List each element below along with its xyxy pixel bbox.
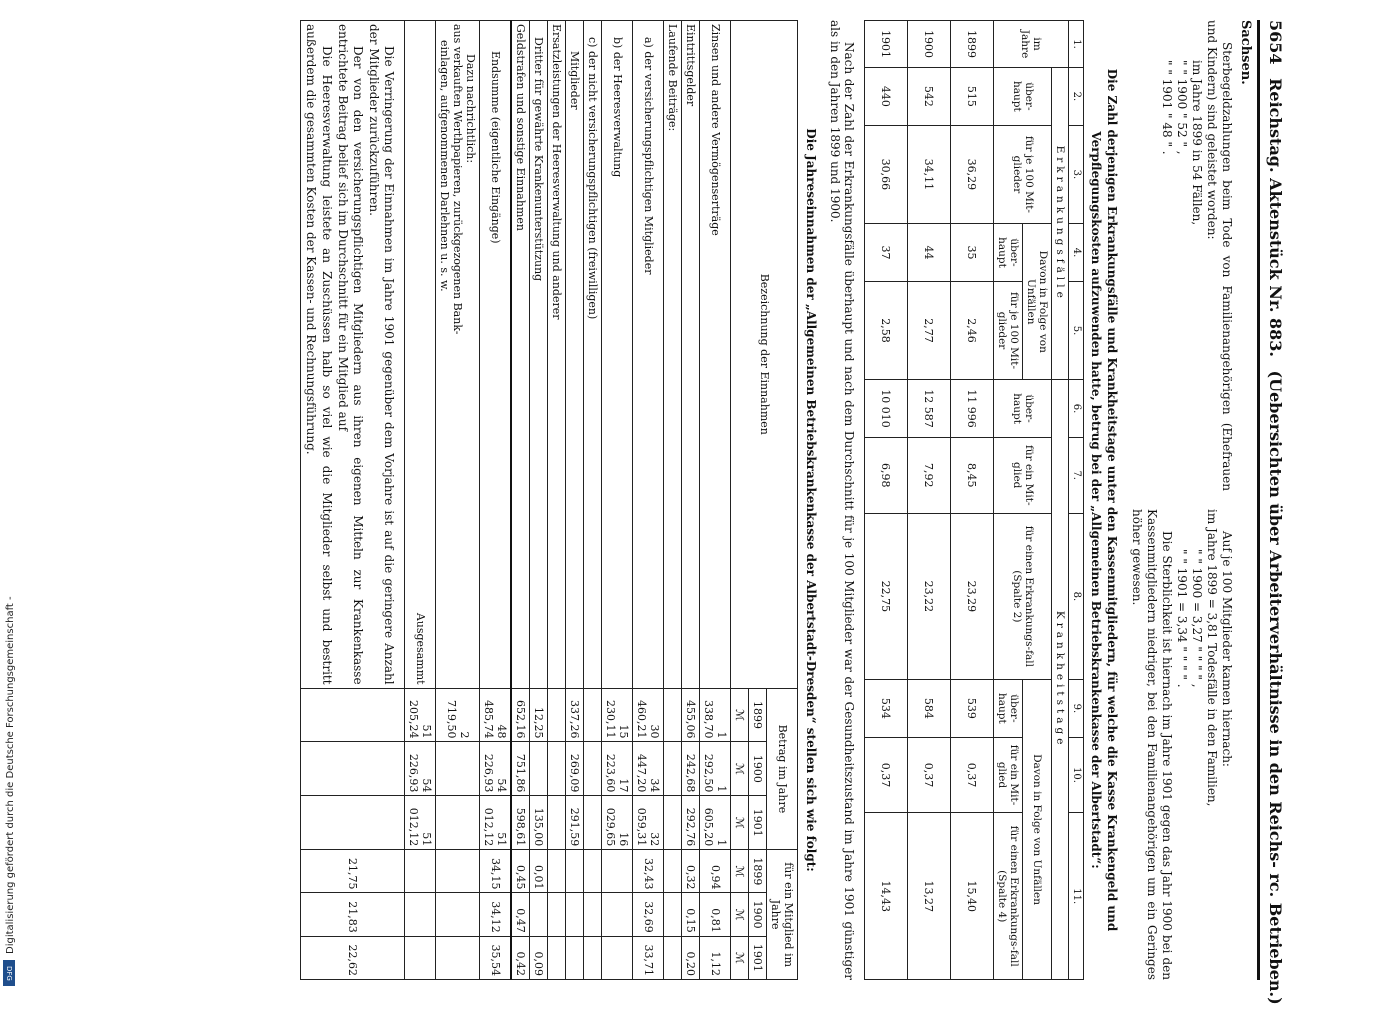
- header-rule: [1257, 20, 1260, 980]
- dfg-logo: DFG: [3, 960, 15, 986]
- contribution-value: 22,62: [300, 936, 405, 979]
- value-cell: 534: [865, 680, 908, 738]
- value-cell: 12 587: [908, 380, 951, 438]
- income-table: [300, 20, 799, 980]
- health-summary: Nach der Zahl der Erkrankungsfälle überhaupt und nach dem Durchschnitt für je 100 Mitglieder war der Gesundheitszustand im Jahre 1901 günstiger als in den Jahren 1899 und 1900.: [828, 20, 856, 980]
- value-cell: 34,11: [908, 125, 951, 224]
- value-cell: 0,37: [865, 737, 908, 813]
- header-fuer-fall2: für einen Erkrankungs-fall (Spalte 2): [994, 513, 1052, 680]
- group-erkrankungsfaelle: Erkrankungsfälle: [1052, 68, 1069, 380]
- unit-header: ℳ: [731, 936, 749, 979]
- header-fuer-fall4: für einen Erkrankungs-fall (Spalte 4): [994, 813, 1023, 980]
- footer-text: [300, 21, 405, 689]
- col-number: 3.: [1069, 125, 1084, 224]
- income-label: c) der nicht versicherungspflichtigen (freiwilligen): [584, 21, 602, 689]
- sum-value: 48 485,74: [480, 688, 512, 742]
- dazu-value: [436, 936, 480, 979]
- income-label: b) der Heeresverwaltung: [602, 21, 633, 689]
- right-year-line: im Jahre 1899 = 3,81 Todesfälle in den Familien,: [1205, 509, 1219, 807]
- value-cell: 652,16: [511, 688, 530, 742]
- value-cell: [566, 893, 584, 936]
- sum-value: 34,12: [480, 893, 512, 936]
- value-cell: [664, 796, 682, 850]
- value-cell: 269,09: [566, 742, 584, 796]
- value-cell: [530, 742, 548, 796]
- value-cell: 1 338,70: [700, 688, 731, 742]
- table-row: [584, 21, 602, 980]
- header-ueberhaupt: über-haupt: [994, 68, 1052, 126]
- income-label: Dritter für gewährte Krankenunterstützung: [530, 21, 548, 689]
- value-cell: 37: [865, 224, 908, 282]
- sickness-table: [864, 20, 1084, 980]
- year-header: 1899: [749, 850, 767, 893]
- value-cell: [584, 796, 602, 850]
- value-cell: 0,81: [700, 893, 731, 936]
- col-number: 4.: [1069, 224, 1084, 282]
- group-betrag: Betrag im Jahre: [767, 688, 798, 850]
- dazu-value: [436, 850, 480, 893]
- header-ueberhaupt: über-haupt: [994, 380, 1052, 438]
- total-value: [405, 893, 436, 936]
- value-cell: [566, 936, 584, 979]
- value-cell: 584: [908, 680, 951, 738]
- value-cell: 539: [951, 680, 994, 738]
- sum-value: 54 226,93: [480, 742, 512, 796]
- contribution-value: 21,75: [300, 850, 405, 893]
- value-cell: [548, 742, 566, 796]
- total-value: 54 226,93: [405, 742, 436, 796]
- left-intro: Sterbegeldzahlungen beim Tode von Familienangehörigen (Ehefrauen und Kindern) sind geleistet worden:: [1205, 20, 1234, 491]
- value-cell: 292,76: [682, 796, 700, 850]
- value-cell: 7,92: [908, 437, 951, 513]
- dazu-label: [436, 21, 480, 689]
- income-label: Laufende Beiträge:: [664, 21, 682, 689]
- intro-columns: [1129, 20, 1234, 980]
- value-cell: 455,06: [682, 688, 700, 742]
- col-number: 2.: [1069, 68, 1084, 126]
- year-header: im Jahre: [994, 21, 1069, 68]
- value-cell: [664, 893, 682, 936]
- value-cell: [548, 850, 566, 893]
- value-cell: 13,27: [908, 813, 951, 980]
- dazu-text: einlagen, aufgenommenen Darlehnen u. s. w.: [438, 40, 452, 292]
- value-cell: 15,40: [951, 813, 994, 980]
- value-cell: 0,42: [511, 936, 530, 979]
- total-value: [405, 936, 436, 979]
- value-cell: 0,45: [511, 850, 530, 893]
- value-cell: 32,43: [633, 850, 664, 893]
- value-cell: [664, 688, 682, 742]
- value-cell: 751,86: [511, 742, 530, 796]
- table1-heading: Die Zahl derjenigen Erkrankungsfälle und Krankheitstage unter den Kassenmitgliedern, für welche die Kasse Krankengeld und Verpflegungskosten aufzuwenden hatte, betrug bei der „Allgemeinen Betriebskrankenkasse der Albertstadt“:: [1089, 68, 1119, 932]
- header-fuer-mitglied: für ein Mit-glied: [994, 437, 1052, 513]
- right-column: [1129, 509, 1234, 980]
- value-cell: [584, 850, 602, 893]
- year-cell: 1901: [865, 21, 908, 68]
- page-number: 5654: [1266, 20, 1285, 65]
- group-krankheitstage: Krankheitstage: [1052, 380, 1069, 980]
- value-cell: 17 223,60: [602, 742, 633, 796]
- value-cell: 32,69: [633, 893, 664, 936]
- value-cell: [602, 850, 633, 893]
- col-number: 5.: [1069, 281, 1084, 380]
- year-header: 1900: [749, 742, 767, 796]
- table-row: [511, 21, 530, 980]
- table-row: [602, 21, 633, 980]
- total-value: [405, 850, 436, 893]
- income-label: Geldstrafen und sonstige Einnahmen: [511, 21, 530, 689]
- dazu-title: Dazu nachrichtlich:: [464, 54, 478, 164]
- value-cell: 30,66: [865, 125, 908, 224]
- dazu-value: [436, 796, 480, 850]
- group-per-member: für ein Mitglied im Jahre: [767, 850, 798, 980]
- value-cell: 23,22: [908, 513, 951, 680]
- value-cell: 11 996: [951, 380, 994, 438]
- value-cell: [548, 796, 566, 850]
- header-je100: für je 100 Mit-glieder: [994, 125, 1052, 224]
- income-label: Mitglieder: [566, 21, 584, 689]
- value-cell: 6,98: [865, 437, 908, 513]
- page-subtitle: (Uebersichten über Arbeiterverhältnisse in den Reichs- rc. Betrieben.): [1266, 370, 1285, 1005]
- col-number: 8.: [1069, 513, 1084, 680]
- value-cell: 33,71: [633, 936, 664, 979]
- income-label: a) der versicherungspflichtigen Mitglieder: [633, 21, 664, 689]
- total-value: 51 205,24: [405, 688, 436, 742]
- year-cell: 1899: [951, 21, 994, 68]
- column-number-row: [1069, 21, 1084, 980]
- value-cell: [664, 936, 682, 979]
- dazu-value: [436, 742, 480, 796]
- value-cell: [584, 936, 602, 979]
- header-ueberhaupt: über-haupt: [994, 680, 1023, 738]
- sum-row: [480, 21, 512, 980]
- value-cell: 34 447,20: [633, 742, 664, 796]
- sum-label: Endsumme (eigentliche Eingänge): [480, 21, 512, 689]
- value-cell: 0,01: [530, 850, 548, 893]
- value-cell: 0,37: [951, 737, 994, 813]
- value-cell: 0,94: [700, 850, 731, 893]
- table-row: [951, 21, 994, 980]
- unit-header: ℳ: [731, 850, 749, 893]
- table-row: [530, 21, 548, 980]
- value-cell: 440: [865, 68, 908, 126]
- year-header: 1901: [749, 796, 767, 850]
- col-number: 9.: [1069, 680, 1084, 738]
- footer-paragraph: Die Heeresverwaltung leistete an Zuschüssen halb so viel wie die Mitglieder selbst und bestritt außerdem die gesammten Kosten der Kassen- und Rechnungsführung.: [304, 24, 335, 685]
- right-intro: Auf je 100 Mitglieder kamen hiernach:: [1220, 531, 1234, 767]
- value-cell: 8,45: [951, 437, 994, 513]
- left-column: [1129, 20, 1234, 491]
- value-cell: 14,43: [865, 813, 908, 980]
- col-number: 7.: [1069, 437, 1084, 513]
- value-cell: [566, 850, 584, 893]
- sum-value: 35,54: [480, 936, 512, 979]
- income-label: Zinsen und andere Vermögenserträge: [700, 21, 731, 689]
- table-row: [700, 21, 731, 980]
- table-row: [664, 21, 682, 980]
- income-label-header: Bezeichnung der Einnahmen: [731, 21, 798, 689]
- value-cell: [602, 893, 633, 936]
- value-cell: 1,12: [700, 936, 731, 979]
- year-cell: 1900: [908, 21, 951, 68]
- left-year-line: " " 1900 " 52 " ,: [1175, 60, 1189, 155]
- income-label: Eintrittsgelder: [682, 21, 700, 689]
- right-paragraph: Die Sterblichkeit ist hiernach im Jahre 1901 gegen das Jahr 1900 bei den Kassenmitgliedern niedriger, bei den Familienangehörigen um ein Geringes höher gewesen.: [1130, 509, 1174, 980]
- value-cell: 44: [908, 224, 951, 282]
- value-cell: [664, 850, 682, 893]
- value-cell: 0,47: [511, 893, 530, 936]
- unit-header: ℳ: [731, 796, 749, 850]
- table-row: [865, 21, 908, 980]
- value-cell: 0,32: [682, 850, 700, 893]
- value-cell: 135,00: [530, 796, 548, 850]
- value-cell: 22,75: [865, 513, 908, 680]
- total-value: 51 012,12: [405, 796, 436, 850]
- right-year-line: " " 1900 = 3,27 " " " " ,: [1190, 549, 1204, 688]
- value-cell: 35: [951, 224, 994, 282]
- value-cell: 242,68: [682, 742, 700, 796]
- table-row: [566, 21, 584, 980]
- right-year-line: " " 1901 = 3,34 " " " " .: [1175, 549, 1189, 688]
- value-cell: 337,26: [566, 688, 584, 742]
- value-cell: [602, 936, 633, 979]
- dazu-row: [436, 21, 480, 980]
- value-cell: 30 460,21: [633, 688, 664, 742]
- left-year-line: im Jahre 1899 in 54 Fällen,: [1190, 60, 1204, 226]
- sum-value: 34,15: [480, 850, 512, 893]
- footer-paragraph: Der von den versicherungspflichtigen Mitgliedern aus ihren eigenen Mitteln zur Krankenkasse entrichtete Beitrag belief sich im Durchschnitt für ein Mitglied auf: [335, 24, 366, 685]
- value-cell: [584, 688, 602, 742]
- year-header: 1901: [749, 936, 767, 979]
- value-cell: 598,61: [511, 796, 530, 850]
- table2-body: [511, 21, 731, 980]
- unit-header: ℳ: [731, 742, 749, 796]
- region-heading: Sachsen.: [1238, 20, 1253, 85]
- page-title: Reichstag. Aktenstück Nr. 883.: [1266, 78, 1285, 357]
- footer-paragraph: Die Verringerung der Einnahmen im Jahre 1901 gegenüber dem Vorjahre ist auf die geringere Anzahl der Mitglieder zurückzuführen.: [366, 24, 397, 685]
- value-cell: 0,15: [682, 893, 700, 936]
- contribution-value: 21,83: [300, 893, 405, 936]
- year-header: 1900: [749, 893, 767, 936]
- total-row: [405, 21, 436, 980]
- value-cell: [584, 893, 602, 936]
- header-davon-unfall: Davon in Folge von Unfällen: [1023, 680, 1052, 980]
- value-cell: [548, 936, 566, 979]
- table-row: [633, 21, 664, 980]
- unit-header: ℳ: [731, 893, 749, 936]
- dfg-credit-strip: [0, 4, 18, 994]
- col-number: 1.: [1069, 21, 1084, 68]
- value-cell: 16 029,65: [602, 796, 633, 850]
- table-row: [682, 21, 700, 980]
- value-cell: 0,20: [682, 936, 700, 979]
- value-cell: 515: [951, 68, 994, 126]
- value-cell: 2,46: [951, 281, 994, 380]
- value-cell: 291,59: [566, 796, 584, 850]
- dazu-text: aus verkauften Werthpapieren, zurückgezogenen Bank-: [451, 24, 465, 335]
- page-content: [300, 20, 1285, 1005]
- income-label: Ersatzleistungen der Heeresverwaltung und anderer: [548, 21, 566, 689]
- year-header: 1899: [749, 688, 767, 742]
- dazu-value: [436, 893, 480, 936]
- contribution-row: [300, 21, 405, 980]
- footer-block: [303, 24, 397, 685]
- table-row: [908, 21, 951, 980]
- header-davon-unfall: Davon in Folge von Unfällen: [1023, 224, 1052, 380]
- value-cell: 1 605,20: [700, 796, 731, 850]
- table2-heading: Die Jahreseinnahmen der „Allgemeinen Betriebskrankenkasse der Albertstadt-Dresden“ stellen sich wie folgt:: [804, 128, 818, 872]
- unit-header: ℳ: [731, 688, 749, 742]
- value-cell: 542: [908, 68, 951, 126]
- value-cell: [548, 688, 566, 742]
- dfg-credit-text: Digitalisierung gefördert durch die Deutsche Forschungsgemeinschaft -: [5, 596, 16, 954]
- value-cell: 2,58: [865, 281, 908, 380]
- value-cell: 32 059,31: [633, 796, 664, 850]
- left-year-line: " " 1901 " 48 " .: [1160, 60, 1174, 155]
- col-number: 11.: [1069, 813, 1084, 980]
- col-number: 6.: [1069, 380, 1084, 438]
- sum-value: 51 012,12: [480, 796, 512, 850]
- value-cell: 36,29: [951, 125, 994, 224]
- dazu-value: 2 719,50: [436, 688, 480, 742]
- header-fuer-mitglied: für ein Mit-glied: [994, 737, 1023, 813]
- value-cell: 0,09: [530, 936, 548, 979]
- value-cell: 2,77: [908, 281, 951, 380]
- table1-body: [865, 21, 994, 980]
- value-cell: 12,25: [530, 688, 548, 742]
- value-cell: [584, 742, 602, 796]
- value-cell: 1 292,50: [700, 742, 731, 796]
- total-label: Ausgesammt: [405, 21, 436, 689]
- value-cell: 15 230,11: [602, 688, 633, 742]
- header-ueberhaupt: über-haupt: [994, 224, 1023, 282]
- value-cell: [664, 742, 682, 796]
- value-cell: 23,29: [951, 513, 994, 680]
- value-cell: [548, 893, 566, 936]
- header-je100: für je 100 Mit-glieder: [994, 281, 1023, 380]
- value-cell: 0,37: [908, 737, 951, 813]
- page-header: [1266, 20, 1285, 1005]
- table-row: [548, 21, 566, 980]
- col-number: 10.: [1069, 737, 1084, 813]
- value-cell: [530, 893, 548, 936]
- value-cell: 10 010: [865, 380, 908, 438]
